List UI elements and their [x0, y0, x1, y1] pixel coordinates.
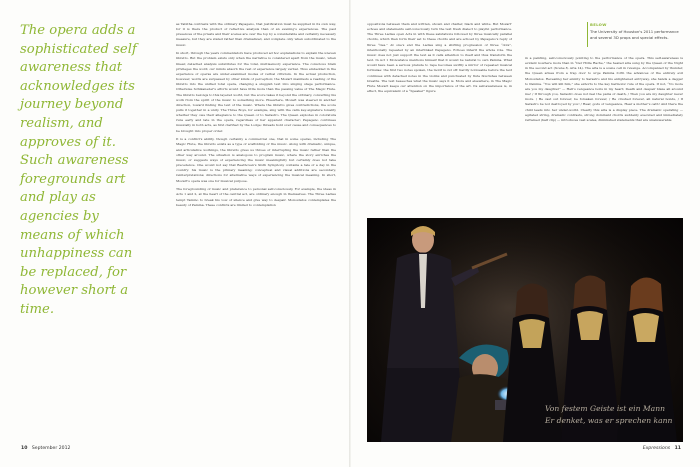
lyric-line-2: Er denket, was er sprechen kann: [545, 416, 673, 426]
paragraph: in a painting, self-consciously pointing to the performance of the opera. This self-awareness is evident nowhere more than in “Der Hölle Rache,” the heated aria sung by the Queen of the Night in the second act (Scene 8, Aria 14). The aria is a scene cell in revenge. Accompanied by thunder, the Queen arises from a trap door to urge Pamina forth the advances of the entirely evil Monostatos. Revealing her enmity to Sarastro and his enlightened entryway, she hands a dagger to Pamina. “You will kill him,” she exhorts to the key harmonic rule of the opera. If not, “No more are you my daughter” — Hell’s vengeance boils in my heart; Death and despair blaze all around me! / If through you, Sarastro does not feel the pains of death, / Then you are my daughter never more. / Be cast out forever, be forsaken forever, / Be crushed forever, all natural bonds, / If Sarastro be not destroyed by you! / Hear, gods of vengeance, Hear a mother’s oath! And there the child leads into her under-world. Clearly this aria is a display piece. The dramatic operating — agitated string, dramatic contrasts, strong dominant chords suddenly executed and immediately reframed (half clip) — introduces vast scales, diminished statements that are unanswerable: [525, 56, 683, 122]
magazine-name: Expressions: [642, 446, 671, 451]
body-column-1: [176, 22, 336, 444]
paragraph: The foregrounding of music and preference to personal self-consciously, For example, the ideas in Acts 1 and 2, at the heart of the central act, are ordinary enough in themselves. The Three Ladies tempt Tamino to break his vow of silence and give way to despair. Monostatos contemplates the beauty of Pamina. These conflicts are limited to contemplation: [176, 187, 336, 207]
paragraph: oppositions between them and written, shown and chatter, black and white. But Mozart' echoes and statements self-consciously turn the text fresh dialect to playful performance. The Three Ladies open Acts in with these salutations followed by three musically parallel chords, which then form their set to these chords and are echoed by Papageno's reply of three “ties.” At one's end the Ladies sing a shifting progression of three “dots”, intentionally repeated by an interlinked Papageno. Echoes inherit the whole role. The music does not just support the text as it calls attention to itself and thus transform the text. In Act 1 Monostatos mentions himself that it would be natural to own Pamina. What would have been a serious prelude to rape becomes swiftly a mirror of repeated musical formulae: the first two notes spoken, the motif is cut off: hardly noticeable before the text continues with detached notes in the violins and punctuated by flute flourishes between breaths. The text beseeches what the music says it is. More and elsewhere, in The Magic Flute Mozart keeps our attention on the importance of the art. Its self-awareness is, in effect, the equivalent of a “Speaker” figure: [367, 22, 512, 94]
opera-performance-photo: [367, 218, 683, 442]
caption-kicker: BELOW: [590, 22, 607, 27]
page-gutter: [349, 0, 351, 467]
lyric-line-1: Von festem Geiste ist ein Mann: [545, 403, 665, 413]
paragraph: as Tabitha contrasts with the ordinary Papageno, that justification must be supplied in its own way, for it is there the product of reflective analysis than of an evening's experiences. The past presences of the priests and their scenes are over the top by a considerable and certainly necessary measure, but they are stated rather than dramatized, and complete only when subordinated to the music.: [176, 22, 336, 47]
footer-right: [643, 446, 684, 451]
photo-overlay-lyrics: [545, 403, 675, 428]
caption-rule: [587, 22, 588, 47]
issue-date: September 2012: [31, 446, 71, 451]
footer-left: [18, 446, 70, 451]
body-column-2: [367, 22, 512, 217]
body-column-3: [525, 56, 683, 216]
pull-quote: The opera adds a sophisticated self awareness that acknowledges its journey beyond realism, and approves of it. Such awareness foregrounds art and play as agencies by means of which unhappiness can be replaced, for however short a time.: [20, 23, 137, 317]
paragraph: It is a conflict's ability, though certainly a commercial one, that in some operas, including The Magic Flute, the libretto exists as a type of scaffolding of the music. Along with dramatic, unique, and articulative workings, the libretto gives us throes of interrupting the music rather than the other way around. The situation is analogous to program music, where the story enriches the music, or suggests ways of experiencing the music meaningfully but certainly does not take precedence. One would not say that Beethoven's Sixth Symphony contains a tale of a day in the country: his music is the primary meaning; conceptual and visual additions are secondary, reinterpretations; directions for alternative ways of experiencing the musical meaning. In short, Mozart's opera was one for musical purpose.: [176, 137, 336, 183]
page-number-left: 10: [21, 446, 28, 451]
paragraph: In short, through the years commentators have produced ad hoc explanations to explain the uneven libretto. But the problem exists only when the narrative is considered apart from the music, when linear, detached analysis substitutes for the total, multisensory experience. The conscious brain privileges the word; our minds absorb the rest of experience largely verbal. Thus embedded in the experience of operas are under-examined modes of verbal criticism. In the actual production, however, words are surpassed by other kinds of perception; the Mozart manifests a reading of the libretto into the unified total opera, changing a sluggish text into singing stage performance. Otherwise Schikaneder's efforts would have little more than the passing value of The Magic Flute. The libretto belongs to this layered world, but the score takes it beyond the ordinary, converting his work from the spirit of the music to something more. Elsewhere, Mozart was steered in another direction, toward finding the text of the music. Where the libretto gives contradictions, the score pulls it together in a unity. The Three Boys, for example, sing with the calm key-signature tonality whether they owe their allegiance to the Queen or to Sarastro. The Queen explodes in coloratura runs early and late in the opera, regardless of her apparent character; Papageno continues musically in both acts, as first clarified by the Lodge; threads hold over cause and consequences to be brought into proper order.: [176, 51, 336, 133]
photo-caption: [590, 22, 683, 41]
caption-text: The University of Houston's 2011 performance and several 3D props and special effects.: [590, 29, 679, 40]
page-number-right: 11: [674, 446, 681, 451]
